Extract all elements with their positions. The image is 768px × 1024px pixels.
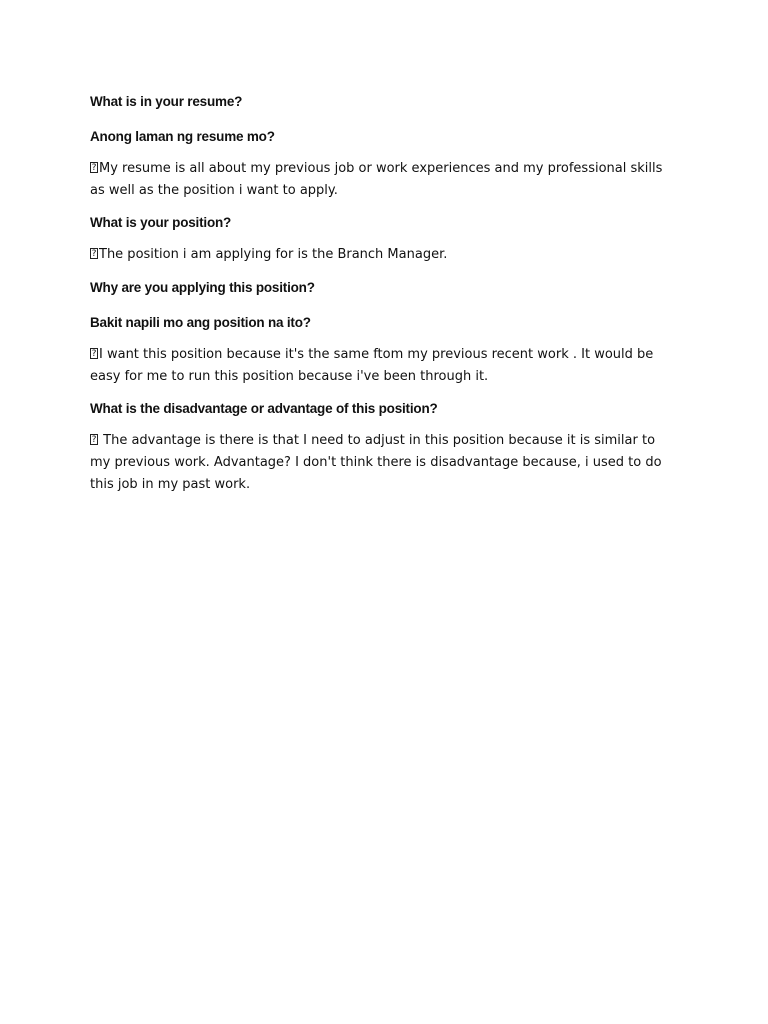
answer-resume-text: My resume is all about my previous job or work experiences and my professional skills as well as the position i want to apply.	[90, 161, 663, 198]
missing-glyph-icon: ?	[91, 435, 97, 445]
missing-glyph-icon: ?	[91, 349, 97, 359]
answer-why-applying	[90, 344, 676, 388]
answer-resume	[90, 158, 676, 202]
answer-position-text: The position i am applying for is the Branch Manager.	[99, 247, 448, 262]
missing-glyph-icon: ?	[91, 163, 97, 173]
answer-why-applying-text: I want this position because it's the same ftom my previous recent work . It would be easy for me to run this position because i've been through it.	[90, 347, 654, 384]
missing-glyph-icon: ?	[91, 249, 97, 259]
document-page	[90, 93, 676, 508]
answer-position	[90, 244, 676, 266]
question-resume-tagalog: Anong laman ng resume mo?	[90, 129, 275, 144]
answer-advantage-text: The advantage is there is that I need to adjust in this position because it is similar to my previous work. Advantage? I don't think there is disadvantage because, i used to do this job in my past work.	[90, 433, 662, 492]
question-position: What is your position?	[90, 215, 232, 230]
answer-advantage	[90, 430, 676, 496]
question-why-applying: Why are you applying this position?	[90, 280, 315, 295]
question-resume: What is in your resume?	[90, 94, 243, 109]
question-advantage: What is the disadvantage or advantage of this position?	[90, 401, 438, 416]
question-why-applying-tagalog: Bakit napili mo ang position na ito?	[90, 315, 311, 330]
